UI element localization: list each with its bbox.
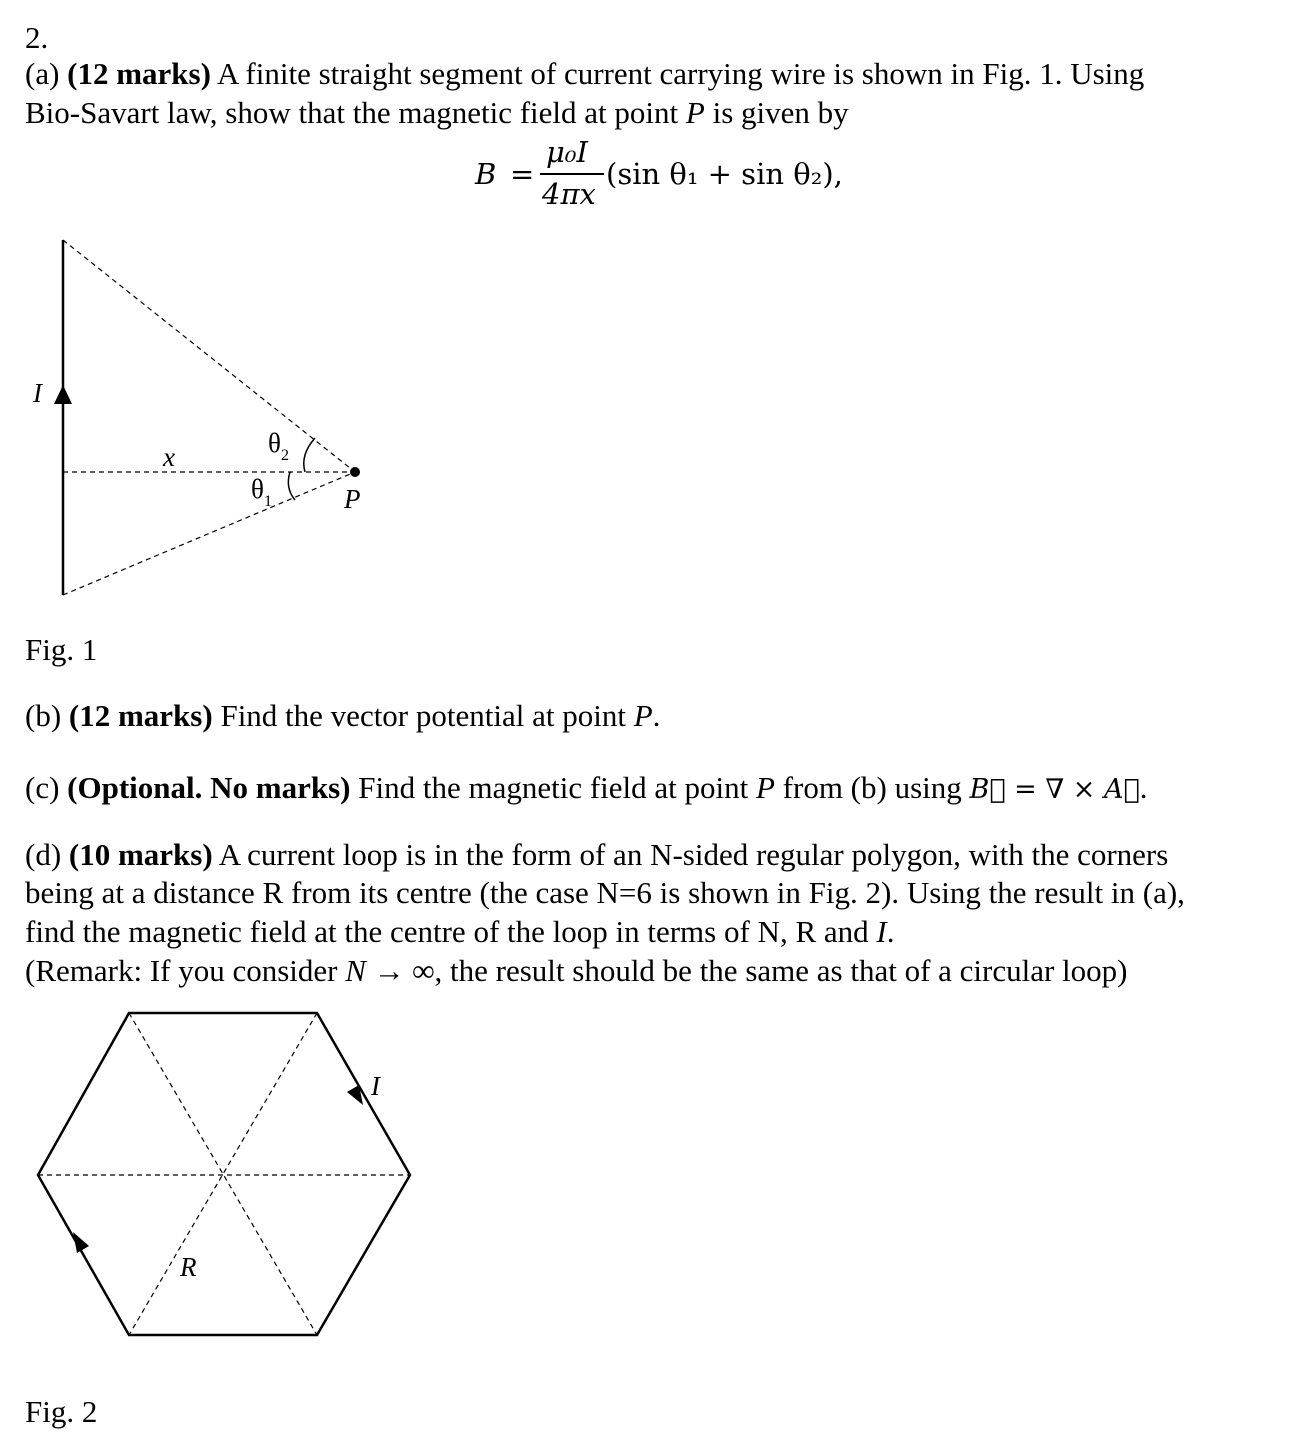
part-a-var-p: P [685,95,705,130]
part-c-text-mid: from (b) using [774,770,970,805]
figure-2 [0,1000,420,1360]
part-b-label: (b) [25,698,62,733]
curl-formula: B⃗ = ∇ × A⃗ [969,774,1140,805]
formula-denominator: 4πx [542,177,596,211]
part-b-period: . [652,698,661,733]
formula-numerator: μ₀I [546,135,588,169]
theta2-label: $\theta_2$ [268,428,289,464]
part-a-text-2-pre: Bio-Savart law, show that the magnetic field at point [25,95,686,130]
current-label: I [33,378,42,408]
part-d-marks: (10 marks) [68,837,213,872]
remark-math: N → ∞ [345,953,435,988]
theta1-label: $\theta_1$ [251,474,272,510]
biot-savart-formula [470,135,890,215]
part-d-line-1 [25,839,1168,870]
formula-fraction-bar [540,173,604,175]
theta2-arc [304,438,315,472]
fig1-caption: Fig. 1 [25,632,98,667]
part-c-period: . [1139,770,1148,805]
loop-current-label: I [371,1071,380,1101]
remark-pre: (Remark: If you consider [25,953,346,988]
hexagon-loop [38,1013,410,1335]
part-b-line [25,700,660,731]
part-d-var-i: I [876,914,887,949]
radius-label: R [180,1252,197,1282]
current-arrow-icon [54,385,72,404]
dashed-line-bottom [63,472,355,595]
question-number: 2. [25,20,49,55]
point-p-label: P [344,484,361,514]
part-c-line [25,772,1147,803]
part-d-text-1: A current loop is in the form of an N-sided regular polygon, with the corners [212,837,1169,872]
fig2-caption: Fig. 2 [25,1394,98,1429]
part-c-var-p: P [755,770,775,805]
part-b-marks: (12 marks) [68,698,213,733]
part-b-var-p: P [633,698,653,733]
dashed-line-top [63,240,355,472]
part-c-text: Find the magnetic field at point [350,770,756,805]
formula-rhs: (sin θ₁ + sin θ₂), [606,157,843,191]
part-b-text: Find the vector potential at point [212,698,634,733]
remark-post: , the result should be the same as that of a circular loop) [434,953,1128,988]
part-d-text-3: find the magnetic field at the centre of the loop in terms of N, R and [25,914,877,949]
part-a-line-2 [25,97,849,128]
part-a-text-2-post: is given by [704,95,849,130]
current-arrow-left-icon [73,1232,89,1253]
theta1-arc [288,472,295,500]
part-a-text-1: A finite straight segment of current carrying wire is shown in Fig. 1. Using [210,56,1145,91]
part-a-marks: (12 marks) [67,56,211,91]
part-d-remark [25,955,1128,986]
part-d-period: . [886,914,895,949]
distance-label: x [163,442,175,472]
part-d-line-3 [25,916,894,947]
part-c-marks: (Optional. No marks) [67,770,351,805]
part-a-line-1 [25,58,1144,89]
formula-equals: = [510,157,535,191]
part-a-label: (a) [25,56,60,91]
part-d-line-2: being at a distance R from its centre (the case N=6 is shown in Fig. 2). Using the result in (a), [25,875,1185,910]
formula-lhs: B [475,157,497,191]
figure-1 [0,225,400,605]
part-c-label: (c) [25,770,60,805]
point-p-dot [350,467,360,477]
part-d-label: (d) [25,837,62,872]
